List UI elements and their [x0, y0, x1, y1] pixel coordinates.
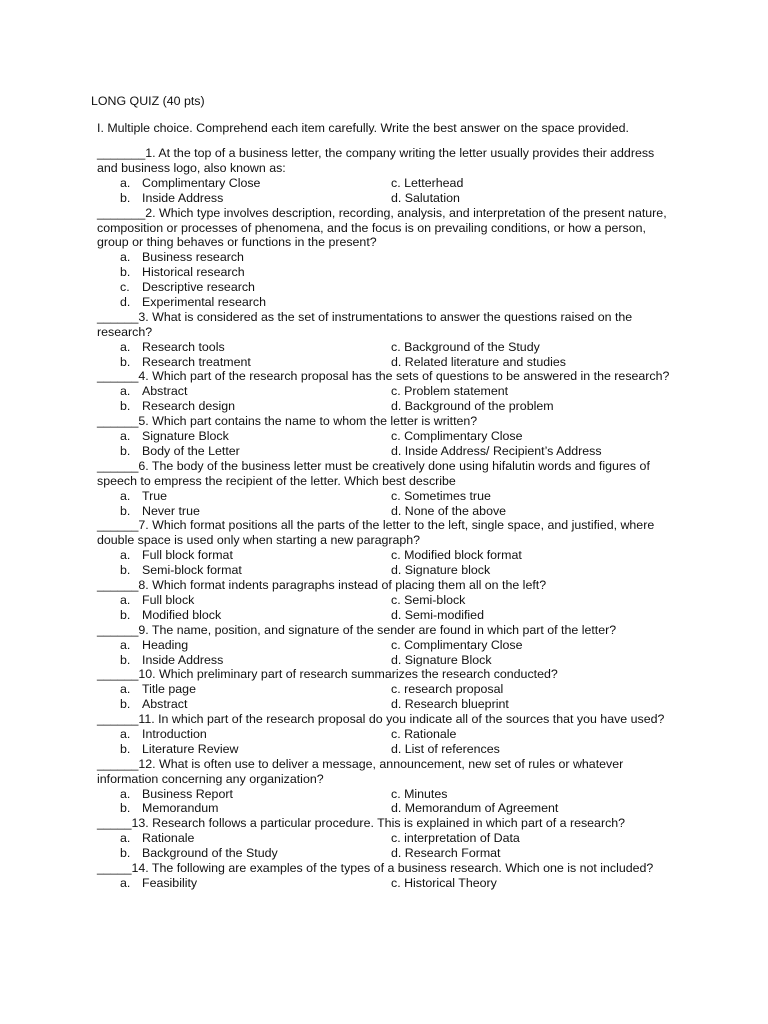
question-item [97, 816, 672, 861]
question-item [97, 623, 672, 668]
option-row [97, 384, 672, 399]
question-item [97, 310, 672, 370]
option-text-right: c. Sometimes true [391, 488, 491, 503]
option-row [97, 265, 672, 280]
option-letter: b. [120, 741, 131, 756]
answer-blank: ______ [97, 369, 139, 384]
option-letter: b. [120, 190, 131, 205]
option-letter: a. [120, 592, 131, 607]
question-text: 13. Research follows a particular procedure. This is explained in which part of a research? [131, 816, 626, 831]
question-text: 8. Which format indents paragraphs instead of placing them all on the left? [138, 578, 547, 593]
question-stem [97, 816, 672, 831]
option-letter: b. [120, 697, 131, 712]
question-list [97, 146, 672, 891]
option-text-left: Feasibility [142, 875, 198, 890]
option-text-right: c. Rationale [391, 727, 457, 741]
option-text-left: Introduction [142, 727, 207, 741]
option-letter: a. [120, 384, 131, 399]
question-stem [97, 206, 672, 251]
option-letter: b. [120, 846, 131, 861]
option-row [97, 638, 672, 653]
question-item [97, 459, 672, 519]
question-text: 7. Which format positions all the parts of the letter to the left, single space, and justified, where double space is used only when starting a new paragraph? [97, 518, 655, 548]
answer-blank: _____ [97, 861, 132, 876]
option-letter: b. [120, 265, 131, 280]
question-text: 3. What is considered as the set of instrumentations to answer the questions raised on the research? [97, 309, 633, 339]
question-item [97, 518, 672, 578]
question-text: 2. Which type involves description, recording, analysis, and interpretation of the present nature, composition or processes of phenomena, and the focus is on prevailing conditions, or how a person, group or thing behaves or functions in the present? [97, 205, 667, 250]
option-row [97, 593, 672, 608]
option-letter: a. [120, 727, 131, 741]
option-text-right: d. Salutation [391, 190, 460, 205]
answer-blank: ______ [97, 458, 139, 473]
option-text-right: d. Signature block [391, 563, 491, 578]
answer-blank: ______ [97, 309, 139, 324]
question-stem [97, 414, 672, 429]
option-text-left: Descriptive research [142, 280, 255, 295]
question-stem [97, 578, 672, 593]
option-letter: b. [120, 354, 131, 369]
option-text-right: c. Historical Theory [391, 875, 497, 890]
option-letter: a. [120, 548, 131, 563]
option-text-right: d. Inside Address/ Recipient’s Address [391, 443, 602, 458]
option-text-left: Memorandum [142, 801, 219, 816]
option-letter: b. [120, 607, 131, 622]
option-row [97, 548, 672, 563]
option-text-right: d. Semi-modified [391, 607, 484, 622]
option-letter: a. [120, 429, 131, 444]
question-stem [97, 310, 672, 340]
question-stem [97, 712, 672, 727]
option-letter: b. [120, 503, 131, 518]
option-row [97, 176, 672, 191]
option-text-left: Inside Address [142, 652, 224, 667]
option-text-left: Complimentary Close [142, 175, 261, 190]
option-letter: a. [120, 831, 131, 846]
option-row [97, 653, 672, 668]
option-text-left: Research design [142, 399, 235, 414]
option-letter: b. [120, 563, 131, 578]
option-text-left: Signature Block [142, 429, 229, 444]
option-row [97, 608, 672, 623]
option-letter: b. [120, 443, 131, 458]
question-stem [97, 518, 672, 548]
question-item [97, 712, 672, 757]
option-text-left: Heading [142, 637, 189, 652]
question-stem [97, 667, 672, 682]
question-text: 10. Which preliminary part of research summarizes the research conducted? [138, 667, 558, 682]
answer-blank: ______ [97, 712, 139, 727]
option-row [97, 429, 672, 444]
option-text-right: d. Memorandum of Agreement [391, 801, 559, 816]
option-text-right: c. Complimentary Close [391, 429, 523, 444]
option-row [97, 801, 672, 816]
option-text-right: d. List of references [391, 741, 500, 756]
question-stem [97, 757, 672, 787]
option-letter: a. [120, 339, 131, 354]
question-stem [97, 369, 672, 384]
question-text: 5. Which part contains the name to whom the letter is written? [138, 414, 478, 429]
option-row [97, 697, 672, 712]
answer-blank: _______ [97, 205, 146, 220]
option-row [97, 504, 672, 519]
answer-blank: ______ [97, 622, 139, 637]
option-text-right: d. Signature Block [391, 652, 492, 667]
option-text-left: Full block [142, 592, 195, 607]
option-text-left: Research tools [142, 339, 225, 354]
option-row [97, 846, 672, 861]
question-text: 6. The body of the business letter must be creatively done using hifalutin words and figures of speech to empress the recipient of the letter. Which best describe [97, 458, 650, 488]
option-text-left: Background of the Study [142, 846, 278, 861]
option-text-left: Body of the Letter [142, 443, 240, 458]
option-text-left: True [142, 488, 168, 503]
option-text-left: Abstract [142, 384, 188, 399]
answer-blank: _______ [97, 146, 146, 160]
option-letter: a. [120, 637, 131, 652]
option-letter: a. [120, 250, 131, 265]
question-item [97, 667, 672, 712]
answer-blank: ______ [97, 414, 139, 429]
option-letter: a. [120, 875, 131, 890]
option-row [97, 831, 672, 846]
option-text-left: Experimental research [142, 294, 266, 309]
option-row [97, 444, 672, 459]
option-text-left: Full block format [142, 548, 233, 563]
option-text-right: d. None of the above [391, 503, 507, 518]
option-text-left: Inside Address [142, 190, 224, 205]
option-text-left: Modified block [142, 607, 222, 622]
question-stem [97, 861, 672, 876]
option-text-left: Never true [142, 503, 200, 518]
option-text-left: Research treatment [142, 354, 251, 369]
question-item [97, 146, 672, 206]
answer-blank: ______ [97, 756, 139, 771]
option-text-left: Business Report [142, 786, 233, 801]
question-item [97, 757, 672, 817]
option-row [97, 727, 672, 742]
option-text-right: c. research proposal [391, 682, 504, 697]
answer-blank: ______ [97, 667, 139, 682]
option-text-right: c. Complimentary Close [391, 637, 523, 652]
page-title: LONG QUIZ (40 pts) [91, 94, 205, 108]
answer-blank: ______ [97, 518, 139, 533]
option-text-right: d. Related literature and studies [391, 354, 566, 369]
option-text-right: c. Minutes [391, 786, 448, 801]
question-text: 4. Which part of the research proposal has the sets of questions to be answered in the research? [138, 369, 670, 384]
option-text-right: d. Research blueprint [391, 697, 509, 712]
option-row [97, 399, 672, 414]
question-stem [97, 146, 672, 176]
instructions: I. Multiple choice. Comprehend each item carefully. Write the best answer on the space provided. [97, 121, 629, 135]
question-text: 9. The name, position, and signature of the sender are found in which part of the letter? [138, 622, 617, 637]
question-item [97, 369, 672, 414]
option-letter: a. [120, 682, 131, 697]
option-letter: d. [120, 294, 131, 309]
option-text-right: c. Background of the Study [391, 339, 540, 354]
option-row [97, 340, 672, 355]
option-row [97, 489, 672, 504]
option-row [97, 191, 672, 206]
option-row [97, 787, 672, 802]
option-text-right: c. Letterhead [391, 175, 464, 190]
question-text: 1. At the top of a business letter, the company writing the letter usually provides their address and business logo, also known as: [97, 146, 655, 175]
question-text: 14. The following are examples of the types of a business research. Which one is not included? [131, 861, 654, 876]
answer-blank: _____ [97, 816, 132, 831]
option-text-left: Semi-block format [142, 563, 242, 578]
option-letter: b. [120, 399, 131, 414]
option-row [97, 295, 672, 310]
question-item [97, 206, 672, 310]
option-row [97, 742, 672, 757]
option-letter: a. [120, 488, 131, 503]
option-text-right: d. Background of the problem [391, 399, 554, 414]
option-text-left: Abstract [142, 697, 188, 712]
option-text-left: Historical research [142, 265, 245, 280]
option-letter: a. [120, 786, 131, 801]
option-text-right: c. Semi-block [391, 592, 466, 607]
option-row [97, 280, 672, 295]
question-item [97, 861, 672, 891]
option-letter: b. [120, 652, 131, 667]
option-text-left: Title page [142, 682, 196, 697]
option-letter: a. [120, 175, 131, 190]
option-text-right: d. Research Format [391, 846, 501, 861]
option-letter: b. [120, 801, 131, 816]
option-letter: c. [120, 280, 130, 295]
option-row [97, 682, 672, 697]
option-row [97, 876, 672, 891]
option-text-right: c. Modified block format [391, 548, 522, 563]
question-text: 11. In which part of the research proposal do you indicate all of the sources that you have used? [138, 712, 665, 727]
option-text-left: Literature Review [142, 741, 239, 756]
option-text-left: Rationale [142, 831, 195, 846]
option-text-left: Business research [142, 250, 244, 265]
option-row [97, 563, 672, 578]
question-item [97, 414, 672, 459]
question-stem [97, 459, 672, 489]
question-text: 12. What is often use to deliver a message, announcement, new set of rules or whatever information concerning any organization? [97, 756, 624, 786]
option-row [97, 250, 672, 265]
question-item [97, 578, 672, 623]
option-text-right: c. Problem statement [391, 384, 509, 399]
option-text-right: c. interpretation of Data [391, 831, 520, 846]
option-row [97, 355, 672, 370]
question-stem [97, 623, 672, 638]
answer-blank: ______ [97, 578, 139, 593]
